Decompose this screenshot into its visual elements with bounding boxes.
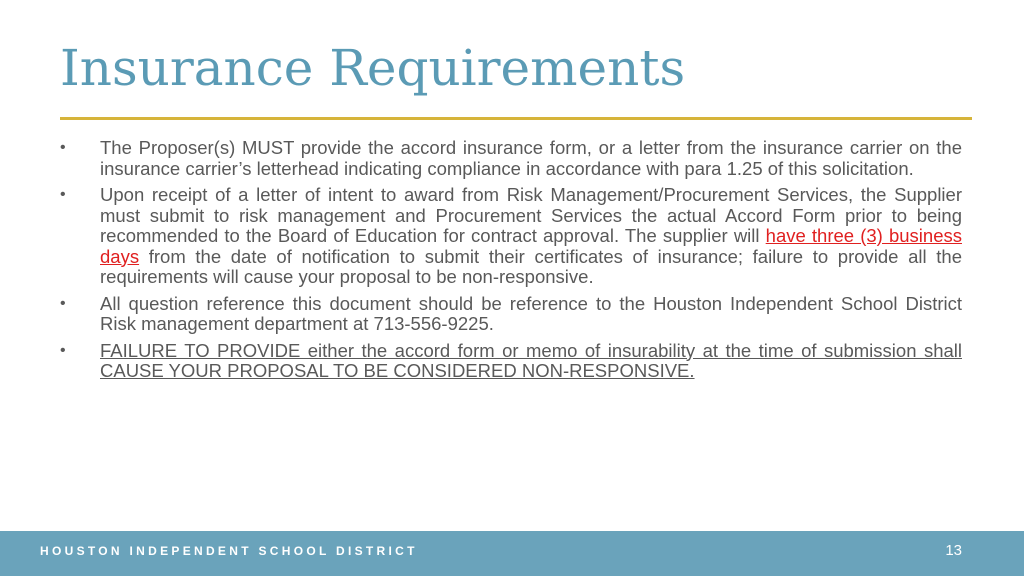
bullet-dot-icon: • (60, 186, 66, 203)
bullet-text: from the date of notification to submit their certificates of insurance; failure to provide all the requirements will cause your proposal to be non-responsive. (100, 245, 962, 287)
bullet-dot-icon: • (60, 294, 66, 312)
bullet-dot-icon: • (60, 341, 66, 359)
footer-bar (0, 531, 1024, 576)
bullet-text: Upon receipt of a letter of intent to award from Risk Management/Procurement Services, the Supplier must submit to risk management and Procurement Services the actual Accord Form prior to being recommended to the Board of Education for contract approval. The supplier will (100, 184, 962, 246)
bullet-text: All question reference this document should be reference to the Houston Independent School District Risk management department at 713-556-9225. (100, 292, 962, 334)
bullet-item-letter-of-intent (60, 184, 962, 288)
slide-title: Insurance Requirements (60, 39, 686, 97)
bullet-text: The Proposer(s) MUST provide the accord insurance form, or a letter from the insurance carrier on the insurance carrier’s letterhead indicating compliance in accordance with para 1.25 of this solicitation. (100, 137, 962, 179)
footer-organization: HOUSTON INDEPENDENT SCHOOL DISTRICT (40, 544, 418, 558)
page-number: 13 (945, 542, 962, 559)
title-divider (60, 117, 972, 120)
bullet-item-failure-warning (60, 339, 962, 382)
bullet-item-contact (60, 292, 962, 335)
bullet-list (60, 137, 962, 388)
bullet-dot-icon: • (60, 139, 66, 156)
bullet-text: FAILURE TO PROVIDE either the accord form or memo of insurability at the time of submission shall CAUSE YOUR PROPOSAL TO BE CONSIDERED NON-RESPONSIVE. (100, 339, 962, 381)
deadline-highlight: have three (3) business days (100, 225, 962, 267)
bullet-item-accord-form (60, 137, 962, 179)
